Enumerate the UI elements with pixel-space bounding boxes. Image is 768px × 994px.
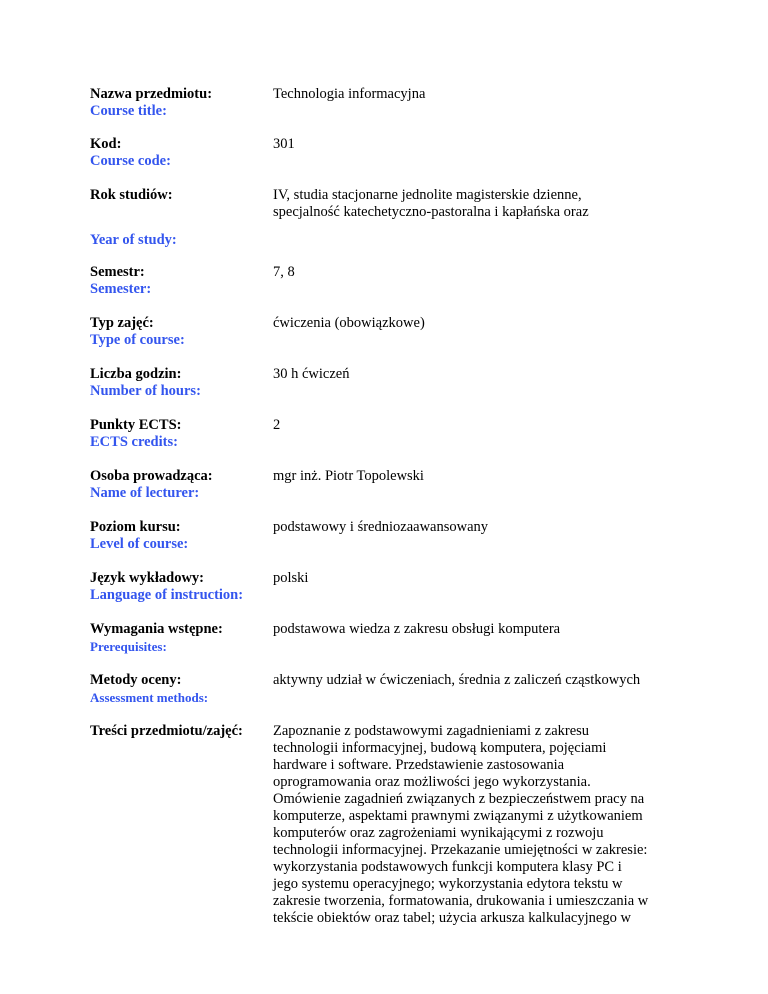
label-course-code: [90, 136, 270, 170]
label-assessment-methods: [90, 672, 270, 706]
label-name-of-lecturer: [90, 468, 270, 502]
label-pl: Wymagania wstępne:: [90, 621, 223, 637]
paragraph-line: zakresie tworzenia, formatowania, drukowania i umieszczania w: [273, 893, 649, 909]
label-pl: Treści przedmiotu/zajęć:: [90, 723, 243, 739]
paragraph-line: Omówienie zagadnień związanych z bezpieczeństwem pracy na: [273, 791, 645, 807]
label-en: ECTS credits:: [90, 434, 178, 450]
label-en: Prerequisites:: [90, 639, 167, 654]
value-language-of-instruction: polski: [273, 570, 309, 586]
label-pl: Metody oceny:: [90, 672, 182, 688]
label-pl: Punkty ECTS:: [90, 417, 182, 433]
value-ects-credits: 2: [273, 417, 281, 433]
paragraph-line: komputerze, aspektami prawnymi związanymi z użytkowaniem: [273, 808, 643, 824]
label-en: Level of course:: [90, 536, 189, 552]
value-line: specjalność katechetyczno-pastoralna i kapłańska oraz: [273, 204, 589, 220]
value-semester: 7, 8: [273, 264, 295, 280]
label-course-contents: [90, 723, 270, 740]
label-pl: Kod:: [90, 136, 122, 152]
label-year-of-study-en: [90, 232, 177, 249]
value-assessment-methods: aktywny udział w ćwiczeniach, średnia z zaliczeń cząstkowych: [273, 672, 641, 688]
label-prerequisites: [90, 621, 270, 655]
value-level-of-course: podstawowy i średniozaawansowany: [273, 519, 489, 535]
label-year-of-study: [90, 187, 270, 204]
label-ects-credits: [90, 417, 270, 451]
paragraph-line: oprogramowania oraz możliwości jego wykorzystania.: [273, 774, 591, 790]
label-pl: Rok studiów:: [90, 187, 173, 203]
value-course-code: 301: [273, 136, 295, 152]
paragraph-line: technologii informacyjnej. Przekazanie umiejętności w zakresie:: [273, 842, 648, 858]
paragraph-line: komputerów oraz zagrożeniami wynikającymi z rozwoju: [273, 825, 604, 841]
label-semester: [90, 264, 270, 298]
label-number-of-hours: [90, 366, 270, 400]
label-en: Type of course:: [90, 332, 185, 348]
paragraph-line: tekście obiektów oraz tabel; użycia arkusza kalkulacyjnego w: [273, 910, 631, 926]
value-line: IV, studia stacjonarne jednolite magisterskie dzienne,: [273, 187, 582, 203]
label-level-of-course: [90, 519, 270, 553]
label-pl: Język wykładowy:: [90, 570, 204, 586]
paragraph-line: Zapoznanie z podstawowymi zagadnieniami z zakresu: [273, 723, 590, 739]
value-number-of-hours: 30 h ćwiczeń: [273, 366, 350, 382]
label-course-title: [90, 86, 270, 120]
label-pl: Osoba prowadząca:: [90, 468, 213, 484]
label-pl: Semestr:: [90, 264, 145, 280]
label-en: Number of hours:: [90, 383, 201, 399]
label-en: Language of instruction:: [90, 587, 244, 603]
value-course-title: Technologia informacyjna: [273, 86, 426, 102]
label-pl: Poziom kursu:: [90, 519, 181, 535]
value-prerequisites: podstawowa wiedza z zakresu obsługi komputera: [273, 621, 561, 637]
label-pl: Liczba godzin:: [90, 366, 182, 382]
value-name-of-lecturer: mgr inż. Piotr Topolewski: [273, 468, 424, 484]
label-en: Assessment methods:: [90, 690, 209, 705]
paragraph-line: wykorzystania podstawowych funkcji komputera klasy PC i: [273, 859, 622, 875]
label-en: Name of lecturer:: [90, 485, 200, 501]
label-en: Semester:: [90, 281, 152, 297]
value-type-of-course: ćwiczenia (obowiązkowe): [273, 315, 425, 331]
paragraph-line: technologii informacyjnej, budową komputera, pojęciami: [273, 740, 607, 756]
label-en: Course title:: [90, 103, 167, 119]
label-language-of-instruction: [90, 570, 270, 604]
paragraph-line: hardware i software. Przedstawienie zastosowania: [273, 757, 565, 773]
label-en: Year of study:: [90, 232, 177, 248]
paragraph-line: jego systemu operacyjnego; wykorzystania edytora tekstu w: [273, 876, 623, 892]
label-pl: Nazwa przedmiotu:: [90, 86, 213, 102]
label-en: Course code:: [90, 153, 171, 169]
value-year-of-study: [273, 187, 733, 221]
label-type-of-course: [90, 315, 270, 349]
label-pl: Typ zajęć:: [90, 315, 154, 331]
value-course-contents: [273, 723, 733, 927]
